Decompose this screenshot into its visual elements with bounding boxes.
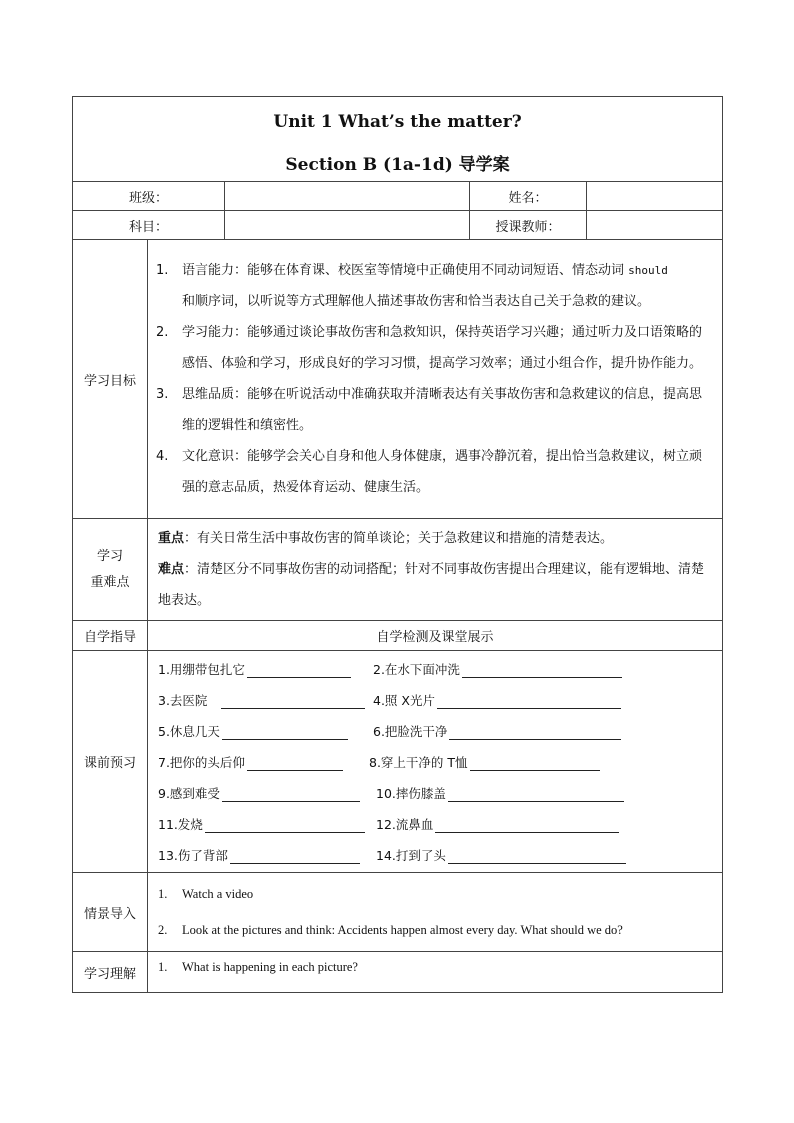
answer-blank[interactable] (222, 787, 360, 802)
preview-item: 7.把你的头后仰 (158, 753, 369, 771)
answer-blank[interactable] (437, 694, 621, 709)
preview-item: 1.用绷带包扎它 (158, 660, 373, 678)
class-label: 班级： (73, 182, 225, 211)
preview-row (158, 808, 712, 839)
answer-blank[interactable] (435, 818, 619, 833)
key-point-text: 重点：有关日常生活中事故伤害的简单谈论；关于急救建议和措施的清楚表达。 (158, 531, 614, 546)
preview-row (158, 715, 712, 746)
name-field[interactable] (587, 182, 723, 211)
preview-item: 12.流鼻血 (376, 815, 619, 833)
preview-item: 6.把脸洗干净 (373, 722, 621, 740)
preview-row (158, 684, 712, 715)
understanding-item: 1. What is happening in each picture? (158, 959, 358, 974)
answer-blank[interactable] (205, 818, 365, 833)
answer-blank[interactable] (449, 725, 621, 740)
preview-item: 10.摔伤膝盖 (376, 784, 624, 802)
understanding-content (148, 952, 723, 993)
difficult-point-text: 难点：清楚区分不同事故伤害的动词搭配；针对不同事故伤害提出合理建议，能有逻辑地、清楚地表达。 (158, 562, 705, 608)
preview-row (158, 746, 712, 777)
answer-blank[interactable] (247, 756, 343, 771)
objective-item: 1. 语言能力：能够在体育课、校医室等情境中正确使用不同动词短语、情态动词 should 和顺序词，以听说等方式理解他人描述事故伤害和恰当表达自己关于急救的建议。 (156, 263, 668, 309)
preview-row (158, 777, 712, 808)
answer-blank[interactable] (448, 849, 626, 864)
teacher-label: 授课教师： (470, 211, 587, 240)
page-title: Unit 1 What’s the matter? (273, 111, 522, 132)
page-subtitle: Section B (1a-1d) 导学案 (285, 154, 510, 175)
lead-in-label: 情景导入 (73, 873, 148, 952)
title-cell (73, 97, 723, 182)
answer-blank[interactable] (222, 725, 348, 740)
objectives-content (148, 240, 723, 519)
key-points-content (148, 519, 723, 621)
lead-in-item: 1. Watch a video (158, 886, 254, 901)
guide-label: 自学指导 (73, 621, 148, 651)
teacher-field[interactable] (587, 211, 723, 240)
lead-in-content (148, 873, 723, 952)
preview-item: 3.去医院 (158, 691, 373, 709)
understanding-label: 学习理解 (73, 952, 148, 993)
preview-item: 9.感到难受 (158, 784, 376, 802)
preview-item: 11.发烧 (158, 815, 376, 833)
answer-blank[interactable] (462, 663, 622, 678)
key-points-label: 学习 重难点 (73, 519, 148, 621)
objective-item: 4. 文化意识：能够学会关心自身和他人身体健康，遇事冷静沉着，提出恰当急救建议，树立顽强的意志品质，热爱体育运动、健康生活。 (156, 449, 703, 495)
answer-blank[interactable] (448, 787, 624, 802)
guide-heading: 自学检测及课堂展示 (148, 621, 723, 651)
preview-item: 4.照 X光片 (373, 691, 621, 709)
answer-blank[interactable] (247, 663, 351, 678)
preview-content (148, 651, 723, 873)
class-field[interactable] (225, 182, 470, 211)
objective-item: 2. 学习能力：能够通过谈论事故伤害和急救知识，保持英语学习兴趣；通过听力及口语策略的感悟、体验和学习，形成良好的学习习惯，提高学习效率；通过小组合作，提升协作能力。 (156, 325, 703, 371)
preview-item: 14.打到了头 (376, 846, 626, 864)
preview-label: 课前预习 (73, 651, 148, 873)
objective-item: 3. 思维品质：能够在听说活动中准确获取并清晰表达有关事故伤害和急救建议的信息，提高思维的逻辑性和缜密性。 (156, 387, 703, 433)
preview-item: 5.休息几天 (158, 722, 373, 740)
preview-row (158, 839, 712, 870)
answer-blank[interactable] (470, 756, 600, 771)
answer-blank[interactable] (230, 849, 360, 864)
preview-row (158, 653, 712, 684)
name-label: 姓名： (470, 182, 587, 211)
worksheet-table (72, 96, 723, 993)
subject-label: 科目： (73, 211, 225, 240)
preview-item: 8.穿上干净的 T恤 (369, 753, 600, 771)
preview-item: 2.在水下面冲洗 (373, 660, 622, 678)
objectives-label: 学习目标 (73, 240, 148, 519)
lead-in-item: 2. Look at the pictures and think: Accidents happen almost every day. What should we do? (158, 922, 623, 937)
answer-blank[interactable] (221, 694, 365, 709)
subject-field[interactable] (225, 211, 470, 240)
preview-item: 13.伤了背部 (158, 846, 376, 864)
